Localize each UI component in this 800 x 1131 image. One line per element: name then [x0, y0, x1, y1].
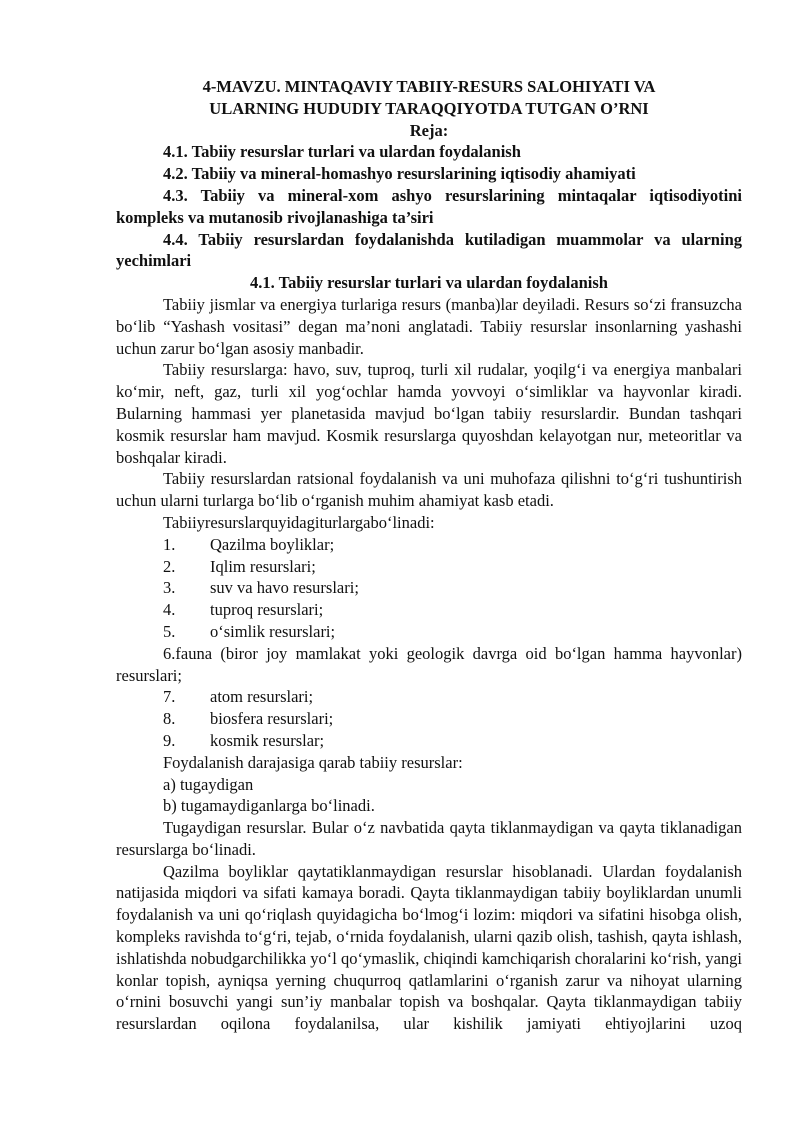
plan-item: 4.4. Tabiiy resurslardan foydalanishda kutiladigan muammolar va ularning yechimlari [116, 229, 742, 271]
list-text: fauna (biror joy mamlakat yoki geologik davrga oid bo‘lgan hamma hayvonlar) resurslari; [116, 643, 742, 685]
paragraph: Qazilma boyliklar qaytatiklanmaydigan resurslar hisoblanadi. Ulardan foydalanish natijasida miqdori va sifati kamaya boradi. Qayta tiklanmaydigan tabiiy boyliklardan unumli foydalanish va uni qo‘riqlash quyidagicha bo‘lmog‘i lozim: miqdori va sifatini hisobga olish, kompleks ravishda to‘g‘ri, tejab, o‘rnida foydalanish, ularni qazib olish, tashish, qayta ishlash, ishlatishda nobudgarchilikka yo‘l qo‘ymaslik, chiqindi kamchiqarish choralarini ko‘rish, yangi konlar topish, ayniqsa yerning chuqurroq qatlamlarini o‘rganish zarur va nihoyat ularning o‘rnini bosuvchi yangi sun’iy manbalar topish va boshqalar. Qayta tiklanmaydigan tabiiy resurslardan oqilona foydalanilsa, ular kishilik jamiyati ehtiyojlarini uzoq [116, 861, 742, 1034]
document-title-line2: ULARNING HUDUDIY TARAQQIYOTDA TUTGAN O’RNI [209, 98, 649, 118]
paragraph: Tugaydigan resurslar. Bular o‘z navbatida qayta tiklanmaydigan va qayta tiklanadigan resurslarga bo‘linadi. [116, 818, 742, 859]
list-text: Qazilma boyliklar; [210, 534, 335, 554]
list-item [116, 577, 742, 599]
list-number: 8. [163, 709, 176, 729]
list-text: suv va havo resurslari; [210, 578, 359, 598]
option-a: a) tugaydigan [163, 774, 254, 794]
section-heading: 4.1. Tabiiy resurslar turlari va ulardan foydalanish [250, 273, 608, 293]
list-number: 5. [163, 621, 176, 641]
list-item [116, 599, 742, 621]
list-item [116, 556, 742, 578]
plan-item: 4.1. Tabiiy resurslar turlari va ulardan foydalanish [163, 142, 521, 162]
paragraph: Tabiiy resurslarga: havo, suv, tuproq, turli xil rudalar, yoqilg‘i va energiya manbalari ko‘mir, neft, gaz, turli xil yog‘ochlar hamda yovvoyi o‘simliklar va hayvonlar kiradi. Bularning hammasi yer planetasida mavjud bo‘lgan tabiiy resurslardir. Bundan tashqari kosmik resurslar ham mavjud. Kosmik resurslarga quyoshdan kelayotgan nur, meteoritlar va boshqalar kiradi. [116, 360, 742, 467]
list-item [116, 686, 742, 708]
list-text: atom resurslari; [210, 687, 314, 707]
option-b: b) tugamaydiganlarga bo‘linadi. [163, 796, 375, 816]
list-number: 7. [163, 687, 176, 707]
list-text: kosmik resurslar; [210, 730, 325, 750]
list-number: 6. [163, 643, 176, 663]
list-item [116, 534, 742, 556]
list-text: Iqlim resurslari; [210, 556, 316, 576]
list-item [116, 621, 742, 643]
list-text: biosfera resurslari; [210, 709, 334, 729]
list-item [116, 708, 742, 730]
list-text: tuproq resurslari; [210, 600, 324, 620]
list-item [116, 643, 742, 687]
plan-item: 4.2. Tabiiy va mineral-homashyo resurslarining iqtisodiy ahamiyati [163, 164, 636, 184]
plan-heading: Reja: [409, 120, 449, 140]
paragraph: Foydalanish darajasiga qarab tabiiy resurslar: [163, 752, 463, 772]
list-item [116, 730, 742, 752]
list-number: 3. [163, 578, 176, 598]
document-title-line1: 4-MAVZU. MINTAQAVIY TABIIY-RESURS SALOHIYATI VA [202, 77, 656, 96]
list-number: 1. [163, 534, 176, 554]
list-text: o‘simlik resurslari; [210, 621, 336, 641]
list-number: 9. [163, 730, 176, 750]
plan-item: 4.3. Tabiiy va mineral-xom ashyo resurslarining mintaqalar iqtisodiyotini kompleks va mutanosib rivojlanashiga ta’siri [116, 185, 742, 227]
document-page [116, 76, 742, 1035]
paragraph: Tabiiyresurslarquyidagiturlargabo‘linadi: [163, 512, 435, 532]
paragraph: Tabiiy resurslardan ratsional foydalanish va uni muhofaza qilishni to‘g‘ri tushuntirish uchun ularni turlarga bo‘lib o‘rganish muhim ahamiyat kasb etadi. [116, 469, 742, 511]
paragraph: Tabiiy jismlar va energiya turlariga resurs (manba)lar deyiladi. Resurs so‘zi fransuzcha bo‘lib “Yashash vositasi” degan ma’noni anglatadi. Tabiiy resurslar insonlarning yashashi uchun zarur bo‘lgan asosiy manbadir. [116, 294, 742, 358]
list-number: 4. [163, 600, 176, 620]
list-number: 2. [163, 556, 176, 576]
